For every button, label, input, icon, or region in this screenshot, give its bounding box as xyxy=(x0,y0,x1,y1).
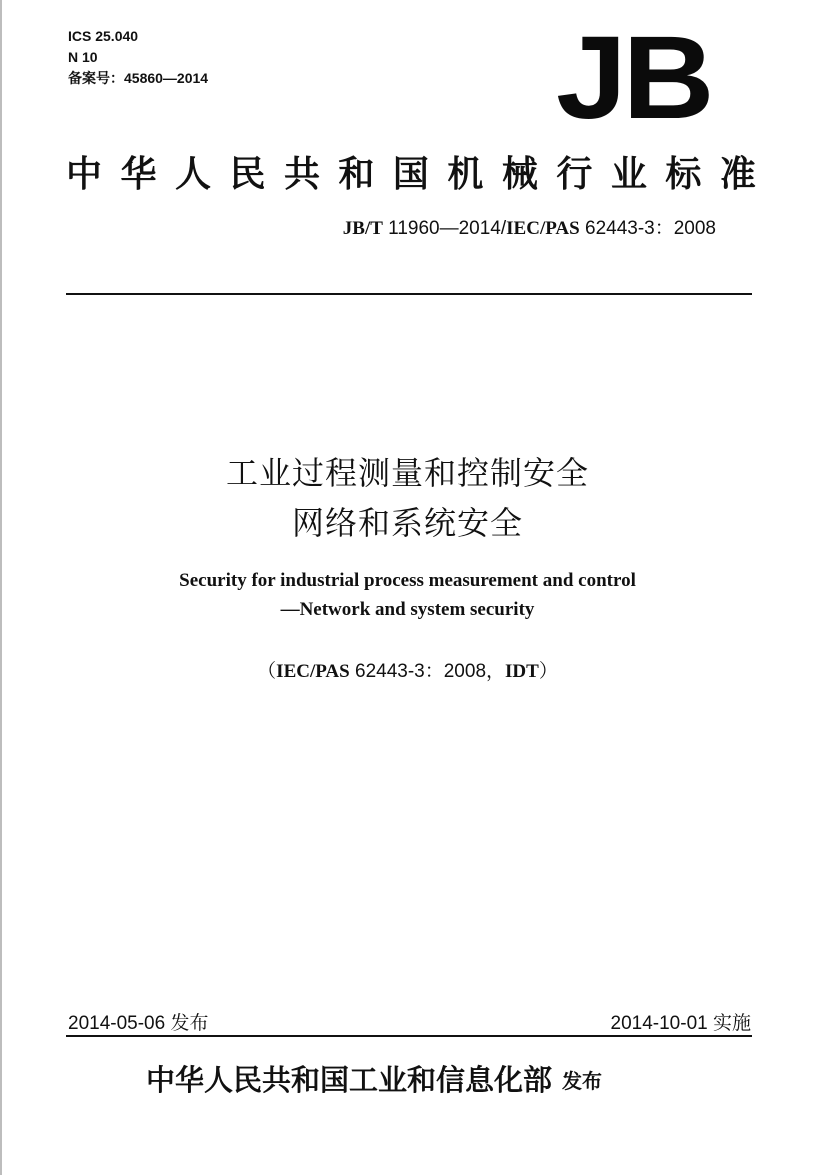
header-divider xyxy=(66,293,752,295)
implement-date: 2014-10-01 xyxy=(610,1013,708,1034)
equivalence-open: （ xyxy=(257,661,277,682)
standard-code-prefix: JB/T xyxy=(342,218,383,239)
issuer-action: 发布 xyxy=(562,1069,603,1093)
chinese-title-line-1: 工业过程测量和控制安全 xyxy=(225,454,589,492)
issuer-name: 中华人民共和国工业和信息化部 xyxy=(146,1063,553,1097)
heading-char: 业 xyxy=(610,153,647,195)
publish-date-line xyxy=(68,1008,208,1035)
issuing-authority xyxy=(146,1058,602,1099)
heading-char: 行 xyxy=(556,153,593,195)
record-number-line xyxy=(68,68,208,89)
publish-label: 发布 xyxy=(165,1013,209,1034)
classification-block xyxy=(68,26,208,89)
english-title-line-2: —Network and system security xyxy=(280,599,535,620)
heading-char: 国 xyxy=(392,153,429,195)
heading-char: 中 xyxy=(66,153,103,195)
implement-date-line xyxy=(611,1008,751,1035)
adopted-standard-number: 62443-3：2008 xyxy=(579,218,716,239)
equivalence-close: ） xyxy=(538,661,558,682)
publish-date: 2014-05-06 xyxy=(68,1013,166,1034)
heading-char: 民 xyxy=(229,153,266,195)
heading-char: 华 xyxy=(120,153,157,195)
adopted-standard-code: IEC/PAS xyxy=(506,218,580,239)
heading-char: 准 xyxy=(719,153,756,195)
record-number: 45860—2014 xyxy=(124,70,209,86)
footer-divider xyxy=(66,1035,752,1037)
heading-char: 机 xyxy=(447,153,484,195)
heading-char: 人 xyxy=(174,153,211,195)
equivalence-note xyxy=(0,656,815,683)
heading-char: 械 xyxy=(501,153,538,195)
equivalence-code: IEC/PAS xyxy=(276,661,350,682)
standard-type-heading xyxy=(66,146,756,196)
jb-logo: JB xyxy=(556,12,711,144)
record-label: 备案号： xyxy=(68,70,124,86)
standard-code-number: 11960—2014/ xyxy=(382,218,507,239)
ccs-code: N 10 xyxy=(68,49,98,65)
equivalence-number: 62443-3：2008， xyxy=(349,661,506,682)
ics-code: ICS 25.040 xyxy=(68,28,139,44)
equivalence-degree: IDT xyxy=(505,661,539,682)
english-title-line-1: Security for industrial process measurement and control xyxy=(179,570,636,591)
implement-label: 实施 xyxy=(707,1013,751,1034)
standard-code xyxy=(343,213,716,240)
chinese-title-line-2: 网络和系统安全 xyxy=(291,504,523,542)
heading-char: 和 xyxy=(338,153,375,195)
heading-char: 标 xyxy=(665,153,702,195)
heading-char: 共 xyxy=(283,153,320,195)
